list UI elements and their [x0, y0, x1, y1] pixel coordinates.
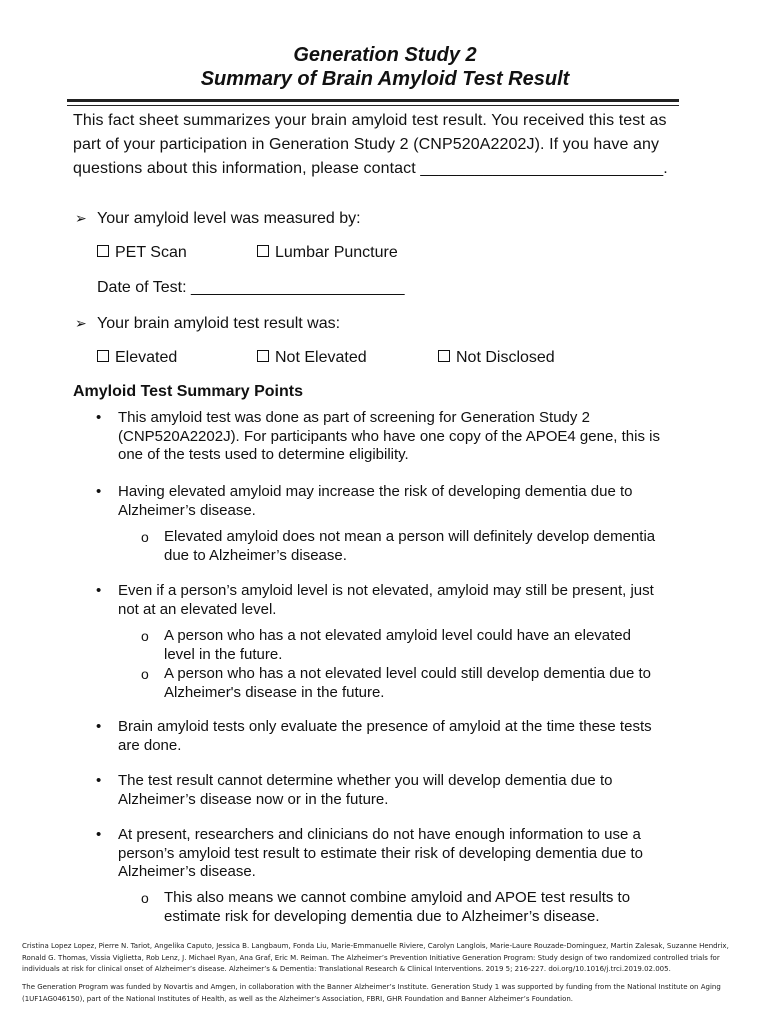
summary-bullet: [96, 772, 698, 809]
date-of-test-field[interactable]: Date of Test: ________________________: [97, 279, 405, 296]
sub-bullet-line: due to Alzheimer’s disease.: [164, 546, 347, 564]
summary-sub-bullet: [141, 528, 704, 565]
funding-line: (1UF1AG046150), part of the National Institutes of Health, as well as the Alzheimer’s Association, FBRI, GHR Foundation and Banner Alzheimer’s Foundation.: [22, 994, 574, 1003]
summary-sub-bullet: [141, 889, 704, 926]
bullet-line: not at an elevated level.: [118, 600, 277, 618]
summary-sub-bullet: [141, 665, 704, 702]
result-question: [75, 313, 340, 334]
not-elevated-checkbox[interactable]: [257, 350, 269, 362]
funding-footnote: [22, 982, 752, 1005]
circle-bullet-icon: o: [141, 890, 149, 906]
pet-scan-checkbox[interactable]: [97, 245, 109, 257]
pet-scan-label: PET Scan: [115, 244, 187, 261]
summary-bullet: [96, 483, 698, 520]
sub-bullet-line: A person who has a not elevated level could still develop dementia due to: [164, 665, 651, 682]
pet-scan-option[interactable]: [97, 243, 187, 263]
not-elevated-label: Not Elevated: [275, 349, 367, 366]
bullet-line: Alzheimer’s disease.: [118, 863, 256, 880]
bullet-line: At present, researchers and clinicians do not have enough information to use a: [118, 826, 641, 843]
bullet-line: are done.: [118, 736, 182, 754]
bullet-dot-icon: •: [96, 826, 102, 843]
bullet-line: Alzheimer’s disease now or in the future.: [118, 790, 389, 808]
bullet-line: Alzheimer’s disease.: [118, 501, 256, 519]
summary-bullet: [96, 409, 698, 465]
citation-footnote: [22, 941, 752, 976]
not-disclosed-checkbox[interactable]: [438, 350, 450, 362]
citation-line: Ronald G. Thomas, Vissia Viglietta, Rob Lenz, J. Michael Ryan, Ana Graf, Eric M. Reiman. The Alzheimer’s Prevention Initiative Generation Program: Study design of two randomized controlled trials for: [22, 953, 720, 962]
not-elevated-option[interactable]: [257, 348, 367, 368]
document-subtitle: Summary of Brain Amyloid Test Result: [200, 68, 570, 90]
arrow-bullet-icon: ➢: [75, 210, 87, 226]
measured-by-question: [75, 208, 361, 229]
elevated-option[interactable]: [97, 348, 177, 368]
intro-line: This fact sheet summarizes your brain amyloid test result. You received this test as: [73, 112, 667, 129]
sub-bullet-line: Elevated amyloid does not mean a person will definitely develop dementia: [164, 528, 656, 545]
bullet-dot-icon: •: [96, 772, 102, 789]
bullet-line: Brain amyloid tests only evaluate the presence of amyloid at the time these tests: [118, 718, 652, 735]
sub-bullet-line: This also means we cannot combine amyloid and APOE test results to: [164, 889, 631, 906]
intro-line: part of your participation in Generation Study 2 (CNP520A2202J). If you have any: [73, 136, 660, 153]
intro-paragraph: [73, 109, 688, 181]
lumbar-puncture-label: Lumbar Puncture: [275, 244, 398, 261]
bullet-line: Even if a person’s amyloid level is not elevated, amyloid may still be present, just: [118, 582, 654, 599]
summary-bullet: [96, 718, 698, 755]
bullet-line: The test result cannot determine whether you will develop dementia due to: [118, 772, 613, 789]
bullet-line: Having elevated amyloid may increase the risk of developing dementia due to: [118, 483, 633, 500]
measured-by-label: Your amyloid level was measured by:: [97, 210, 361, 227]
circle-bullet-icon: o: [141, 529, 149, 545]
circle-bullet-icon: o: [141, 628, 149, 644]
bullet-line: person’s amyloid test result to estimate their risk of developing dementia due to: [118, 844, 643, 862]
circle-bullet-icon: o: [141, 666, 149, 682]
result-label: Your brain amyloid test result was:: [97, 315, 341, 332]
title-divider-thick: [67, 99, 679, 102]
sub-bullet-line: level in the future.: [164, 645, 283, 663]
not-disclosed-label: Not Disclosed: [456, 349, 555, 366]
bullet-dot-icon: •: [96, 409, 102, 426]
sub-bullet-line: estimate risk for developing dementia due to Alzheimer’s disease.: [164, 907, 600, 925]
funding-line: The Generation Program was funded by Novartis and Amgen, in collaboration with the Banner Alzheimer’s Institute. Generation Study 1 was supported by funding from the National Institute on Aging: [22, 983, 721, 991]
summary-heading: Amyloid Test Summary Points: [73, 383, 303, 400]
lumbar-puncture-option[interactable]: [257, 243, 398, 263]
summary-bullet: [96, 826, 698, 882]
lumbar-puncture-checkbox[interactable]: [257, 245, 269, 257]
summary-bullet: [96, 582, 698, 619]
elevated-label: Elevated: [115, 349, 178, 366]
citation-line: Cristina Lopez Lopez, Pierre N. Tariot, Angelika Caputo, Jessica B. Langbaum, Fonda Liu, Marie-Emmanuelle Riviere, Carolyn Langlois, Marie-Laure Rouzade-Dominguez, Martin Zalesak, Suzanne Hendrix,: [22, 942, 729, 950]
sub-bullet-line: Alzheimer's disease in the future.: [164, 683, 385, 701]
intro-line: questions about this information, please contact ___________________________.: [73, 160, 668, 177]
citation-line: individuals at risk for clinical onset of Alzheimer’s disease. Alzheimer’s & Dementia: Translational Research & Clinical Interventions. 2019 5; 216-227. doi.org/10.1016/j.trci.2019.02.005.: [22, 965, 671, 973]
bullet-line: one of the tests used to determine eligibility.: [118, 446, 409, 463]
document-title: Generation Study 2: [293, 44, 477, 66]
bullet-dot-icon: •: [96, 718, 102, 735]
title-divider-thin: [67, 105, 679, 106]
summary-sub-bullet: [141, 627, 704, 664]
bullet-dot-icon: •: [96, 582, 102, 599]
bullet-dot-icon: •: [96, 483, 102, 500]
elevated-checkbox[interactable]: [97, 350, 109, 362]
sub-bullet-line: A person who has a not elevated amyloid level could have an elevated: [164, 627, 631, 644]
arrow-bullet-icon: ➢: [75, 315, 87, 331]
bullet-line: This amyloid test was done as part of screening for Generation Study 2: [118, 409, 590, 426]
not-disclosed-option[interactable]: [438, 348, 555, 368]
bullet-line: (CNP520A2202J). For participants who have one copy of the APOE4 gene, this is: [118, 427, 660, 445]
